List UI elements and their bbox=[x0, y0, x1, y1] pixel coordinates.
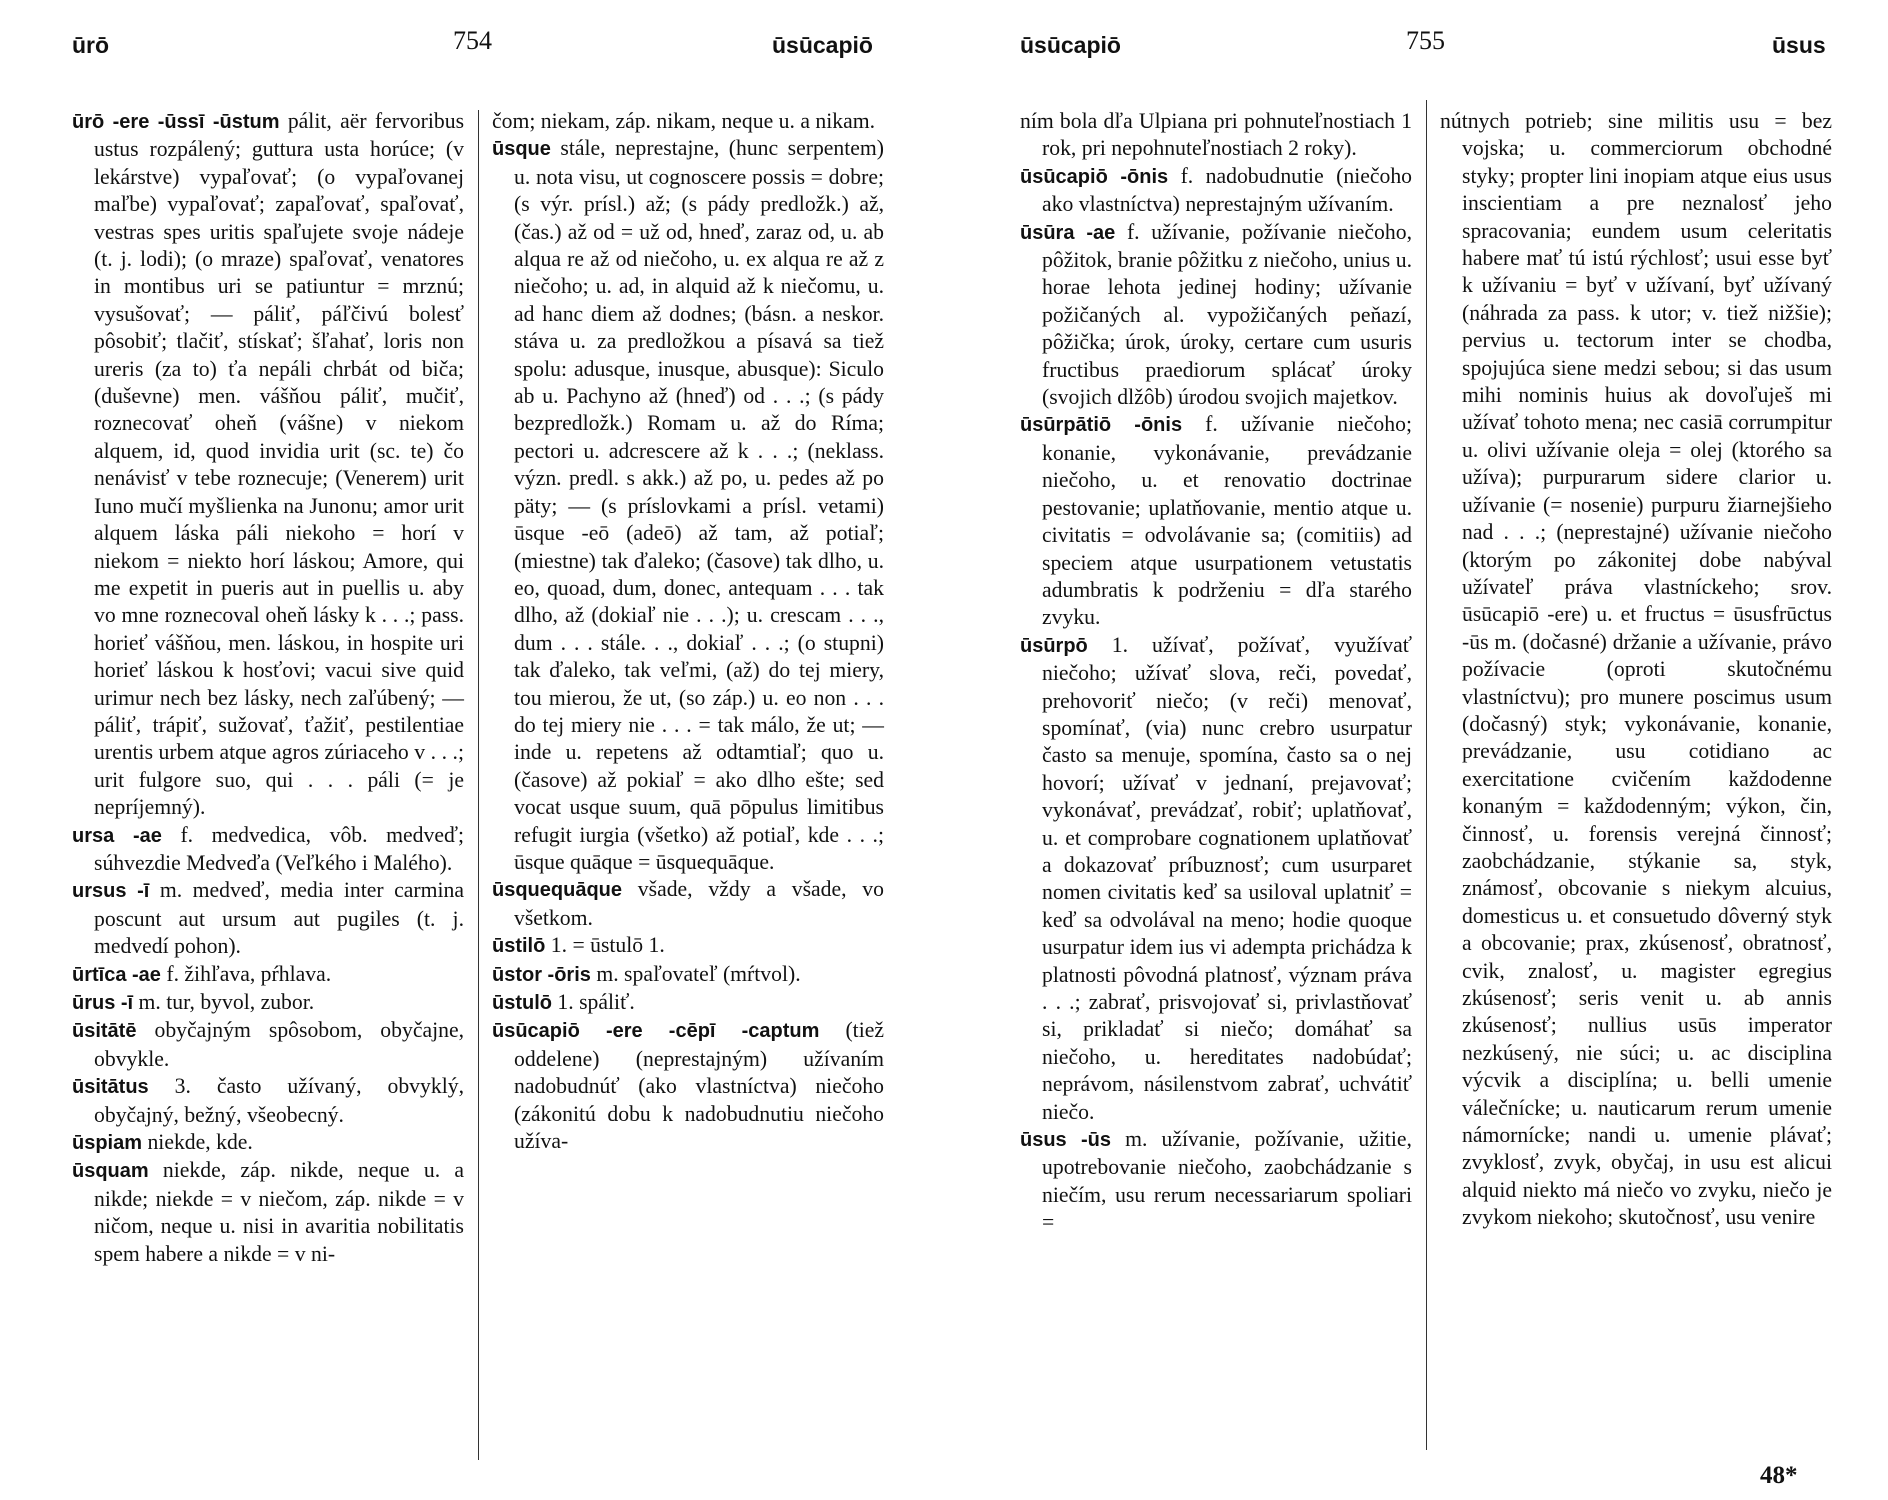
entry-headword: ūsus -ūs bbox=[1020, 1129, 1111, 1152]
dictionary-entry bbox=[492, 135, 884, 876]
column-divider bbox=[1426, 100, 1427, 1450]
dictionary-entry bbox=[72, 1157, 464, 1268]
dictionary-entry bbox=[492, 989, 884, 1017]
entry-headword: ūrō -ere -ūssī -ūstum bbox=[72, 111, 280, 133]
entry-text: f. medvedica, vôb. medveď; súhvezdie Medveďa (Veľkého i Malého). bbox=[94, 822, 464, 875]
dictionary-entry bbox=[492, 876, 884, 932]
column-divider bbox=[478, 110, 479, 1460]
dictionary-entry bbox=[1020, 1126, 1412, 1237]
dictionary-entry bbox=[72, 877, 464, 960]
entry-headword: ūsquequāque bbox=[492, 879, 623, 902]
signature-mark: 48* bbox=[1760, 1462, 1798, 1489]
entry-text: 3. často užívaný, obvyklý, obyčajný, bežný, všeobecný. bbox=[94, 1074, 464, 1127]
dictionary-entry bbox=[1020, 108, 1412, 163]
running-head-left: ūrō bbox=[72, 32, 110, 58]
entry-text: m. medveď, media inter carmina poscunt aut ursum aut pugiles (t. j. medvedí pohon). bbox=[94, 878, 464, 959]
entry-text: všade, vždy a všade, vo všetkom. bbox=[514, 877, 884, 930]
entry-headword: ūstor -ōris bbox=[492, 963, 591, 986]
dictionary-entry bbox=[72, 961, 464, 989]
entry-text: nútnych potrieb; sine militis usu = bez vojska; u. commerciorum obchodné styky; propter lini inopiam atque eius usus inscientiam a pre neznalosť jeho spracovania; eundem usum celeritatis habere mať tú istú rýchlosť; usui esse byť k užívaniu = byť v užívaní, byť užívaný (náhrada za pass. k utor; v. tiež nižšie); pervius u. tectorum inter se chodba, spojujúca siene medzi sebou; si das usum mihi nominis huius ak dovoľuješ mi užívať tohoto mena; nec casiā corrumpitur u. olivi užívanie oleja = olej (ktorého sa užíva); purpurarum sidere clarior u. užívanie (= nosenie) purpuru žiarnejšieho nad . . .; (neprestajné) užívanie niečoho (ktorým po zákonitej dobe nabýval užívateľ práva vlastníckeho; srov. ūsūcapiō -ere) u. et fructus = ūsusfrūctus -ūs m. (dočasné) držanie a užívanie, právo požívacie (oproti skutočnému vlastníctvu); pro munere poscimus usum (dočasný) styk; vykonávanie, konanie, prevádzanie, usu cotidiano ac exercitatione cvičením každodenne konaným = každodenným; výkon, čin, činnosť, u. forensis verejná činnosť; zaobchádzanie, stýkanie sa, styk, známosť, obcovanie s niekym alcuius, domesticus u. et consuetudo dôverný styk a obcovanie; prax, zkúsenosť, obratnosť, cvik, znalosť, u. magister egregius zkúsenosť; seris venit u. ab annis zkúsenosť; nullius usūs imperator nezkúsený, nie súci; u. ac disciplina výcvik a disciplína; u. belli umenie válečnícke; u. nauticarum rerum umenie námornícke; nandi u. umenie plávať; zvyklosť, zvyk, obyčaj, in usu est alicui alquid niekto má niečo vo zvyku, niečo je zvykom niekoho; skutočnosť, usu venire bbox=[1440, 109, 1832, 1230]
right-page-column-1 bbox=[1020, 108, 1412, 1237]
running-head-left: ūsūcapiō bbox=[1020, 32, 1121, 58]
entry-headword: ūsūrpātiō -ōnis bbox=[1020, 414, 1183, 437]
entry-text: 1. užívať, požívať, využívať niečoho; užívať slova, reči, povedať, prehovoriť niečo; (v reči) menovať, spomínať, (via) nunc crebro usurpatur často sa menuje, spomína, často sa o nej hovorí; užívať v jednaní, prejavovať; vykonávať, prevádzať, robiť; uplatňovať, u. et comprobare cognationem uplatňovať a dokazovať príbuznosť; cum usurparet nomen civitatis keď sa usiloval uplatniť = keď sa odvolával na meno; hodie quoque usurpatur idem ius vi adempta prichádza k platnosti pôvodná platnosť, význam práva . . .; zabrať, prisvojovať si, privlastňovať si, prikladať si niečo; domáhať sa niečoho, u. hereditates nadobúdať; neprávom, násilenstvom zabrať, uchvátiť niečo. bbox=[1042, 632, 1412, 1124]
entry-headword: ūspiam bbox=[72, 1132, 143, 1155]
entry-headword: ūsquam bbox=[72, 1160, 149, 1183]
dictionary-entry bbox=[492, 932, 884, 960]
entry-headword: ūsūra -ae bbox=[1020, 221, 1116, 244]
right-page-column-2 bbox=[1440, 108, 1832, 1232]
entry-text: čom; niekam, záp. nikam, neque u. a nikam. bbox=[492, 109, 876, 133]
dictionary-entry bbox=[1020, 163, 1412, 219]
entry-text: obyčajným spôsobom, obyčajne, obvykle. bbox=[94, 1018, 464, 1071]
entry-text: ním bola dľa Ulpiana pri pohnuteľnostiach 1 rok, pri nepohnuteľnostiach 2 roky). bbox=[1020, 109, 1412, 161]
entry-text: niekde, kde. bbox=[142, 1130, 253, 1155]
dictionary-entry bbox=[492, 961, 884, 989]
entry-text: m. tur, byvol, zubor. bbox=[133, 990, 315, 1014]
right-page bbox=[944, 0, 1888, 1500]
left-page-column-1 bbox=[72, 108, 464, 1268]
dictionary-entry bbox=[72, 108, 464, 822]
entry-headword: ursus -ī bbox=[72, 880, 150, 903]
dictionary-entry bbox=[72, 989, 464, 1017]
dictionary-entry bbox=[1020, 632, 1412, 1126]
entry-headword: ūsūrpō bbox=[1020, 634, 1088, 657]
entry-text: f. užívanie, požívanie niečoho, pôžitok, branie pôžitku z niečoho, unius u. horae lehota jedinej hodiny; užívanie požičaných al. vypožičaných peňazí, pôžička; úrok, úroky, certare cum usuris fructibus praediorum splácať úroky (svojich dlžôb) úrodou svojich majetkov. bbox=[1042, 219, 1413, 410]
dictionary-entry bbox=[492, 108, 884, 135]
running-head-right: ūsus bbox=[1772, 32, 1826, 58]
entry-text: 1. = ūstulō 1. bbox=[545, 933, 665, 958]
entry-headword: ūsūcapiō -ōnis bbox=[1020, 165, 1169, 188]
dictionary-entry bbox=[492, 1017, 884, 1155]
page-number: 754 bbox=[453, 26, 492, 55]
entry-headword: ūsque bbox=[492, 138, 551, 161]
entry-text: 1. spáliť. bbox=[552, 990, 635, 1014]
entry-headword: ūstulō bbox=[492, 992, 552, 1014]
entry-text: f. užívanie niečoho; konanie, vykonávanie, prevádzanie niečoho, u. et renovatio doctrinae pestovanie; uplatňovanie, mentio atque u. civitatis = odvolávanie sa; (comitiis) ad speciem atque usurpationem vetustatis adumbratis k podrženiu = dľa starého zvyku. bbox=[1042, 412, 1412, 630]
entry-text: niekde, záp. nikde, neque u. a nikde; niekde = v niečom, záp. nikde = v ničom, neque u. nisi in avaritia nobilitatis spem habere a nikde = v ni- bbox=[94, 1158, 464, 1266]
dictionary-entry bbox=[1020, 411, 1412, 631]
dictionary-entry bbox=[72, 1073, 464, 1129]
dictionary-entry bbox=[72, 822, 464, 878]
entry-text: stále, neprestajne, (hunc serpentem) u. nota visu, ut cognoscere possis = dobre; (s výr. prísl.) až; (s pády predložk.) až, (čas.) až od = už od, hneď, zaraz od, u. ab alqua re až od niečoho, u. ex alqua re až z niečoho; u. ad, in alquid až k niečomu, u. ad hanc diem až dodnes; (básn. a neskor. stáva u. za predložkou a písavá sa tiež spolu: adusque, inusque, abusque): Siculo ab u. Pachyno až (hneď) od . . .; (s pády bezpredložk.) Romam u. až do Ríma; pectori u. adcrescere až k . . .; (neklass. význ. predl. s akk.) až po, u. pedes až po päty; — (s príslovkami a prísl. vetami) ūsque -eō (adeō) až tam, až potiaľ; (miestne) tak ďaleko; (časove) tak dlho, u. eo, quoad, dum, donec, antequam . . . tak dlho, až (dokiaľ nie . . .); u. crescam . . ., dum . . . stále. . ., dokiaľ . . .; (o stupni) tak ďaleko, tak veľmi, (až) do tej miery, tou mierou, že ut, (so záp.) u. eo non . . . do tej miery nie . . . = tak málo, že ut; — inde u. repetens až odtamtiaľ; quo u. (časove) až pokiaľ = ako dlho ešte; sed vocat usque suum, quā pōpulus limitibus refugit iurgia (všetko) až potiaľ, kde . . .; ūsque quāque = ūsquequāque. bbox=[514, 136, 884, 874]
entry-headword: ūsitātē bbox=[72, 1020, 137, 1043]
dictionary-entry bbox=[72, 1129, 464, 1157]
entry-text: m. užívanie, požívanie, užitie, upotrebovanie niečoho, zaobchádzanie s niečím, usu rerum necessariarum spoliari = bbox=[1042, 1127, 1412, 1235]
entry-text: (tiež oddelene) (neprestajným) užívaním nadobudnúť (ako vlastníctva) niečoho (zákonitú dobu k nadobudnutiu niečoho užíva- bbox=[514, 1018, 884, 1154]
left-page-column-2 bbox=[492, 108, 884, 1155]
page-number: 755 bbox=[1406, 26, 1445, 55]
entry-headword: ūrus -ī bbox=[72, 992, 134, 1014]
running-head-right: ūsūcapiō bbox=[772, 32, 873, 58]
entry-text: m. spaľovateľ (mŕtvol). bbox=[590, 961, 801, 986]
entry-headword: ūrtīca -ae bbox=[72, 963, 161, 986]
dictionary-entry bbox=[1440, 108, 1832, 1232]
entry-text: pálit, aër fervoribus ustus rozpálený; guttura usta horúce; (v lekárstve) vypaľovať; (o vypaľovanej maľbe) vypaľovať; zapaľovať, spaľovať, vestras spes uritis spaľujete svoje nádeje (t. j. lodi); (o mraze) spaľovať, venatores in montibus uri se patiuntur = mrznú; vysušovať; — páliť, páľčivú bolesť pôsobiť; tlačiť, stískať; šľahať, loris non ureris (za to) ťa nepáli chrbát od biča; (duševne) men. vášňou páliť, mučiť, roznecovať oheň (vášne) v niekom alquem, id, quod invidia urit (sc. te) čo nenávisť v tebe roznecuje; (Venerem) urit Iuno mučí myšlienka na Junonu; amor urit alquem láska páli niekoho = horí v niekom = niekto horí láskou; Amore, qui me expetit in pueris aut in puellis u. aby vo mne roznecoval oheň lásky k . . .; pass. horieť vášňou, men. láskou, in hospite uri horieť láskou k hosťovi; vacui sive quid urimur nech bez lásky, nech zaľúbený; — páliť, trápiť, sužovať, ťažiť, pestilentiae urentis urbem atque agros zúriaceho v . . .; urit fulgore suo, qui . . . páli (= je nepríjemný). bbox=[94, 109, 465, 820]
entry-text: f. žihľava, pŕhlava. bbox=[160, 961, 332, 986]
dictionary-entry bbox=[1020, 219, 1412, 412]
dictionary-entry bbox=[72, 1017, 464, 1073]
entry-headword: ūsitātus bbox=[72, 1076, 149, 1099]
entry-headword: ursa -ae bbox=[72, 824, 162, 847]
entry-headword: ūstilō bbox=[492, 935, 546, 958]
entry-headword: ūsūcapiō -ere -cēpī -captum bbox=[492, 1020, 820, 1043]
entry-text: f. nadobudnutie (niečoho ako vlastníctva) neprestajným užívaním. bbox=[1042, 163, 1413, 217]
